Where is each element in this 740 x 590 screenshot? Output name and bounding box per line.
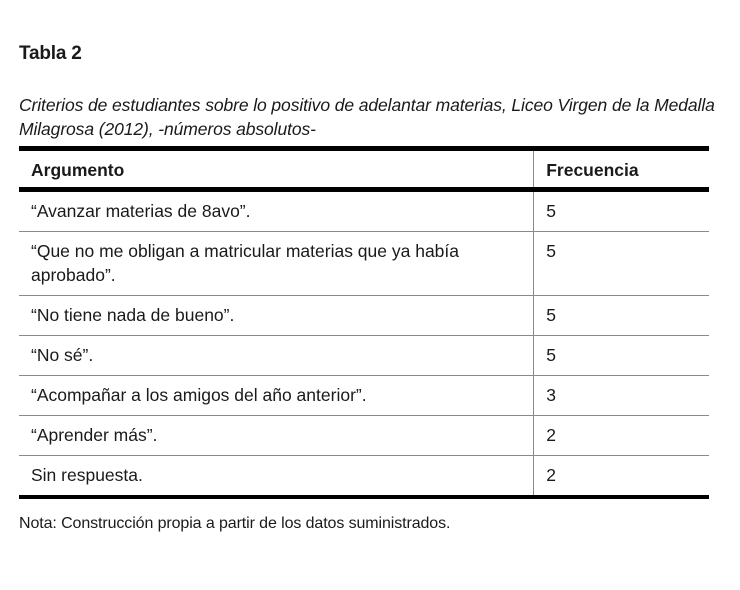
frequency-cell: 5	[534, 232, 709, 296]
frequency-cell: 5	[534, 336, 709, 376]
header-argumento: Argumento	[19, 149, 534, 190]
argument-cell: Sin respuesta.	[19, 456, 534, 498]
argument-cell: “No sé”.	[19, 336, 534, 376]
table-row	[19, 336, 709, 376]
data-table	[19, 146, 709, 499]
table-caption: Criterios de estudiantes sobre lo positivo de adelantar materias, Liceo Virgen de la Medalla Milagrosa (2012), -números absolutos-	[19, 95, 715, 139]
frequency-cell: 2	[534, 416, 709, 456]
table-header-row	[19, 149, 709, 190]
argument-cell: “Acompañar a los amigos del año anterior”.	[19, 376, 534, 416]
header-frecuencia: Frecuencia	[546, 159, 639, 180]
table-row	[19, 376, 709, 416]
argument-cell: “Que no me obligan a matricular materias que ya había aprobado”.	[19, 232, 534, 296]
table-row	[19, 232, 709, 296]
table-row	[19, 190, 709, 232]
table-row	[19, 456, 709, 498]
argument-cell: “Aprender más”.	[19, 416, 534, 456]
frequency-cell: 2	[534, 456, 709, 498]
table-note: Nota: Construcción propia a partir de los datos suministrados.	[19, 515, 451, 532]
argument-cell: “Avanzar materias de 8avo”.	[19, 190, 534, 232]
table-row	[19, 416, 709, 456]
argument-cell: “No tiene nada de bueno”.	[19, 296, 534, 336]
frequency-cell: 5	[534, 190, 709, 232]
frequency-cell: 3	[534, 376, 709, 416]
table-row	[19, 296, 709, 336]
table-label: Tabla 2	[19, 43, 82, 64]
frequency-cell: 5	[534, 296, 709, 336]
